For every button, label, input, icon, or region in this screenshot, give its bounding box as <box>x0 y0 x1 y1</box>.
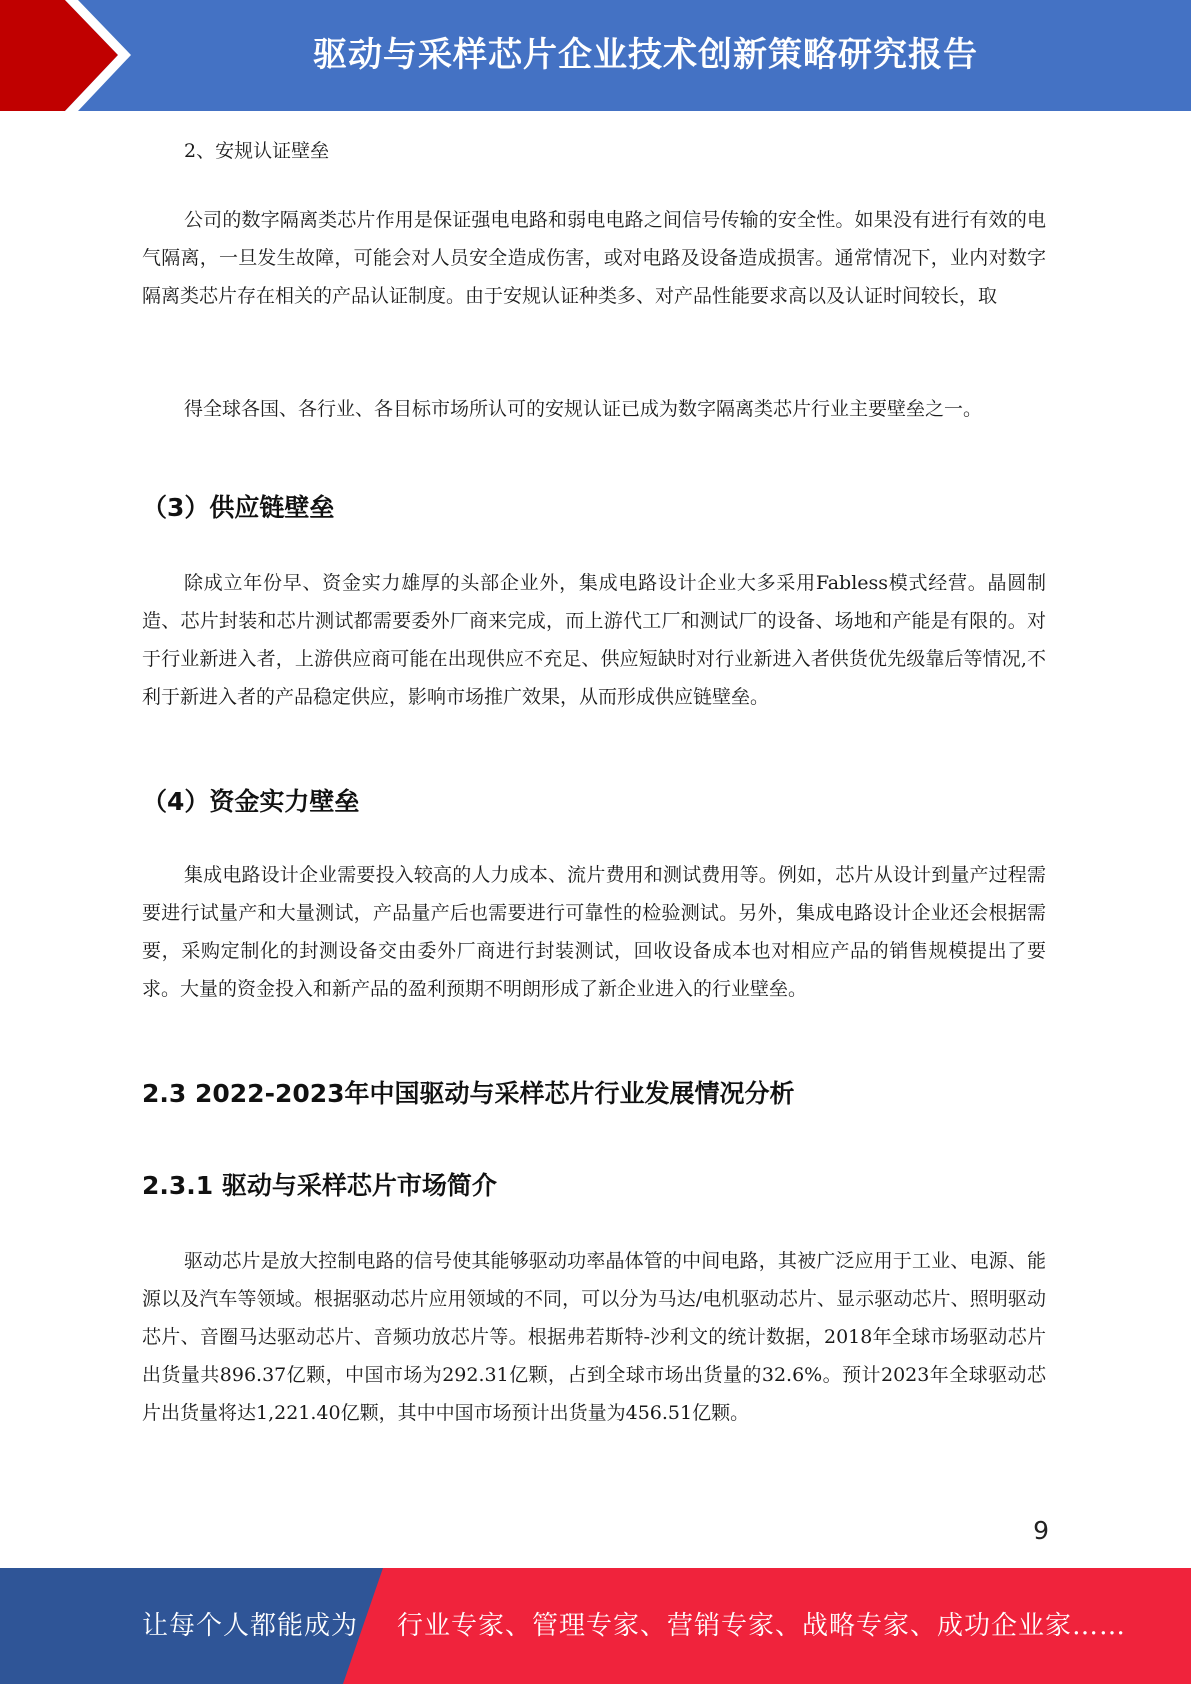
footer-slogan-right: 行业专家、管理专家、营销专家、战略专家、成功企业家…… <box>397 1611 1127 1641</box>
footer-slogan-left: 让每个人都能成为 <box>142 1611 359 1641</box>
page-footer <box>0 1568 1191 1684</box>
section-heading-2-3: 2.3 2022-2023年中国驱动与采样芯片行业发展情况分析 <box>142 1079 795 1108</box>
paragraph-digital-isolation: 公司的数字隔离类芯片作用是保证强电电路和弱电电路之间信号传输的安全性。如果没有进行有效的电气隔离，一旦发生故障，可能会对人员安全造成伤害，或对电路及设备造成损害。通常情况下，业内对数字隔离类芯片存在相关的产品认证制度。由于安规认证种类多、对产品性能要求高以及认证时间较长，取 <box>142 209 1046 307</box>
sub-heading-safety-certification: 2、安规认证壁垒 <box>184 140 330 162</box>
page-number: 9 <box>1033 1516 1049 1545</box>
paragraph-driver-chip-market: 驱动芯片是放大控制电路的信号使其能够驱动功率晶体管的中间电路，其被广泛应用于工业、电源、能源以及汽车等领域。根据驱动芯片应用领域的不同，可以分为马达/电机驱动芯片、显示驱动芯片、照明驱动芯片、音圈马达驱动芯片、音频功放芯片等。根据弗若斯特-沙利文的统计数据，2018年全球市场驱动芯片出货量共896.37亿颗，中国市场为292.31亿颗，占到全球市场出货量的32.6%。预计2023年全球驱动芯片出货量将达1,221.40亿颗，其中中国市场预计出货量为456.51亿颗。 <box>142 1250 1046 1424</box>
paragraph-certification-barrier: 得全球各国、各行业、各目标市场所认可的安规认证已成为数字隔离类芯片行业主要壁垒之一。 <box>184 398 983 420</box>
heading-supply-chain-barrier: （3）供应链壁垒 <box>142 493 335 522</box>
paragraph-capital: 集成电路设计企业需要投入较高的人力成本、流片费用和测试费用等。例如，芯片从设计到量产过程需要进行试量产和大量测试，产品量产后也需要进行可靠性的检验测试。另外，集成电路设计企业还会根据需要，采购定制化的封测设备交由委外厂商进行封装测试，回收设备成本也对相应产品的销售规模提出了要求。大量的资金投入和新产品的盈利预期不明朗形成了新企业进入的行业壁垒。 <box>142 864 1046 1000</box>
section-heading-2-3-1: 2.3.1 驱动与采样芯片市场简介 <box>142 1171 497 1200</box>
paragraph-supply-chain: 除成立年份早、资金实力雄厚的头部企业外，集成电路设计企业大多采用Fabless模式经营。晶圆制造、芯片封装和芯片测试都需要委外厂商来完成，而上游代工厂和测试厂的设备、场地和产能是有限的。对于行业新进入者，上游供应商可能在出现供应不充足、供应短缺时对行业新进入者供货优先级靠后等情况,不利于新进入者的产品稳定供应，影响市场推广效果，从而形成供应链壁垒。 <box>142 572 1046 708</box>
report-title: 驱动与采样芯片企业技术创新策略研究报告 <box>313 35 978 75</box>
page-header <box>0 0 1191 111</box>
header-arrow-icon <box>0 0 150 111</box>
heading-capital-barrier: （4）资金实力壁垒 <box>142 787 360 816</box>
